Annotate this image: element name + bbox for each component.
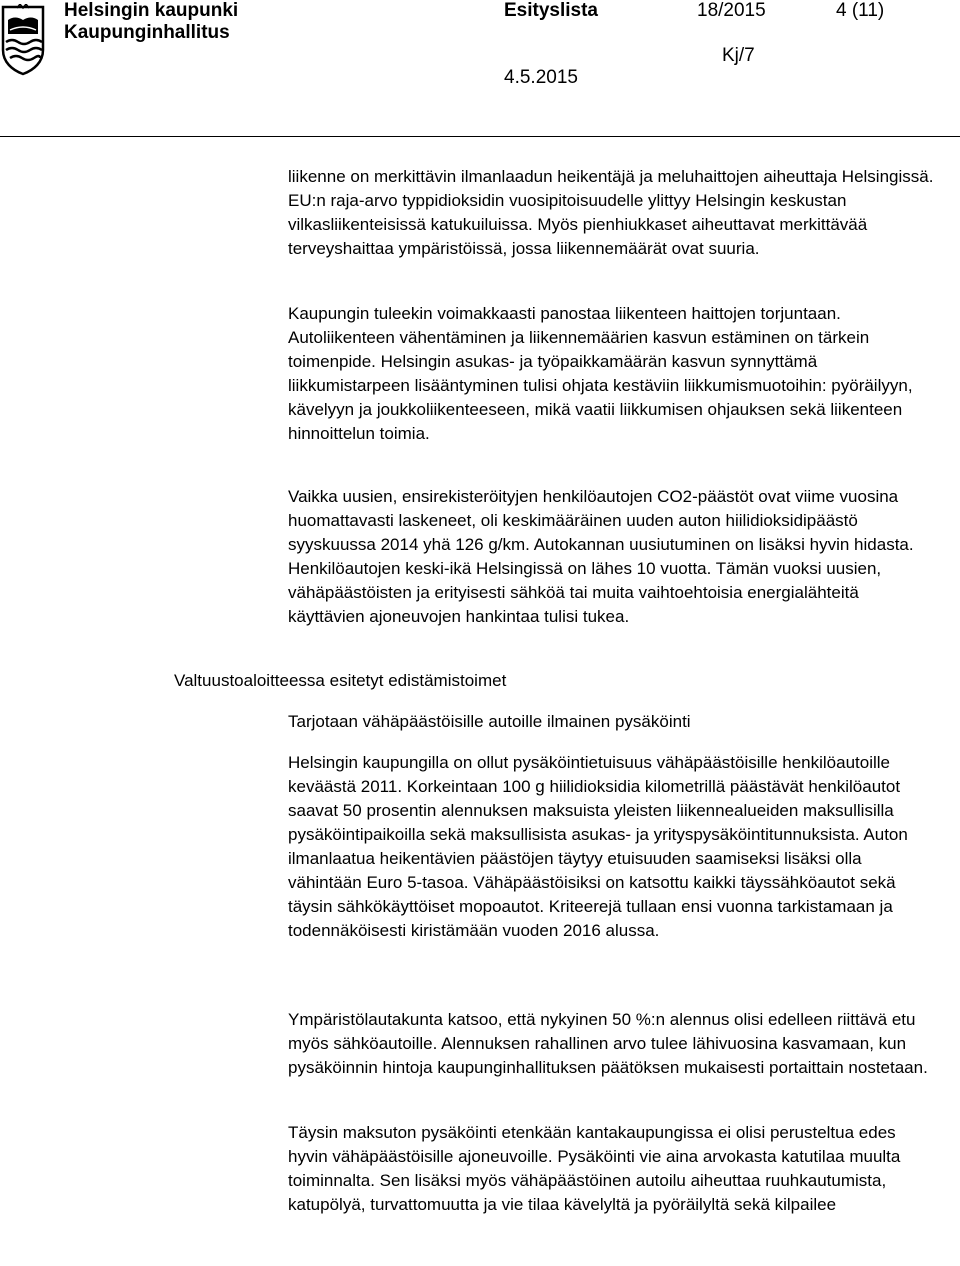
paragraph: Helsingin kaupungilla on ollut pysäköintietuisuus vähäpäästöisille henkilöautoille keväästä 2011. Korkeintaan 100 g hiilidioksidia kilometrillä päästävät henkilöautot saavat 50 prosentin alennuksen maksuista yleisten liikennealueiden maksullisilla pysäköintipaikoilla sekä maksullisista asukas- ja yrityspysäköintitunnuksista. Auton ilmanlaatua heikentävien päästöjen täytyy etuisuuden saamiseksi lisäksi olla vähintään Euro 5-tasoa. Vähäpäästöisiksi on katsottu kaikki täyssähköautot sekä täysin sähkökäyttöiset mopoautot. Kriteerejä tullaan ensi vuonna tarkistamaan ja todennäköisesti kiristämään vuoden 2016 alussa. [288,753,908,940]
header-body: Kaupunginhallitus [64,22,230,43]
header-organization: Helsingin kaupunki [64,0,239,21]
helsinki-coat-of-arms-icon [0,4,46,76]
paragraph: Vaikka uusien, ensirekisteröityjen henkilöautojen CO2-päästöt ovat viime vuosina huomattavasti laskeneet, oli keskimääräinen uuden auton hiilidioksidipäästö syyskuussa 2014 yhä 126 g/km. Autokannan uusiutuminen on lisäksi hyvin hidasta. Henkilöautojen keski-ikä Helsingissä on lähes 10 vuotta. Tämän vuoksi uusien, vähäpäästöisten ja erityisesti sähköä tai muita vaihtoehtoisia energialähteitä käyttävien ajoneuvojen hankintaa tulisi tukea. [288,487,914,626]
header-doc-type: Esityslista [504,0,598,21]
header-item: Kj/7 [722,45,755,66]
sub-heading: Tarjotaan vähäpäästöisille autoille ilmainen pysäköinti [288,712,691,731]
paragraph: Kaupungin tuleekin voimakkaasti panostaa liikenteen haittojen torjuntaan. Autoliikenteen vähentäminen ja liikennemäärien kasvun estäminen on tärkein toimenpide. Helsingin asukas- ja työpaikkamäärän kasvun synnyttämä liikkumistarpeen lisääntyminen tulisi ohjata kestäviin liikkumismuotoihin: pyöräilyyn, kävelyyn ja joukkoliikenteeseen, mikä vaatii liikkumisen ohjauksen sekä liikenteen hinnoittelun toimia. [288,304,913,443]
header-divider [0,136,960,137]
paragraph: liikenne on merkittävin ilmanlaadun heikentäjä ja meluhaittojen aiheuttaja Helsingissä. EU:n raja-arvo typpidioksidin vuosipitoisuudelle ylittyy Helsingin keskustan vilkasliikenteisissä katukuiluissa. Myös pienhiukkaset aiheuttavat merkittävää terveyshaittaa ympäristöissä, jossa liikennemäärät ovat suuria. [288,167,934,258]
header-doc-number: 18/2015 [697,0,766,21]
header-date: 4.5.2015 [504,67,578,88]
header-page-number: 4 (11) [836,0,885,21]
paragraph: Täysin maksuton pysäköinti etenkään kantakaupungissa ei olisi perusteltua edes hyvin vähäpäästöisille ajoneuvoille. Pysäköinti vie aina arvokasta katutilaa muulta toiminnalta. Sen lisäksi myös vähäpäästöinen autoilu aiheuttaa ruuhkautumista, katupölyä, turvattomuutta ja vie tilaa kävelyltä ja pyöräilyltä sekä kilpailee [288,1123,901,1214]
section-heading: Valtuustoaloitteessa esitetyt edistämistoimet [174,671,507,690]
paragraph: Ympäristölautakunta katsoo, että nykyinen 50 %:n alennus olisi edelleen riittävä etu myös sähköautoille. Alennuksen rahallinen arvo tulee lähivuosina kasvamaan, kun pysäköinnin hintoja kaupunginhallituksen päätöksen mukaisesti portaittain nostetaan. [288,1010,928,1077]
